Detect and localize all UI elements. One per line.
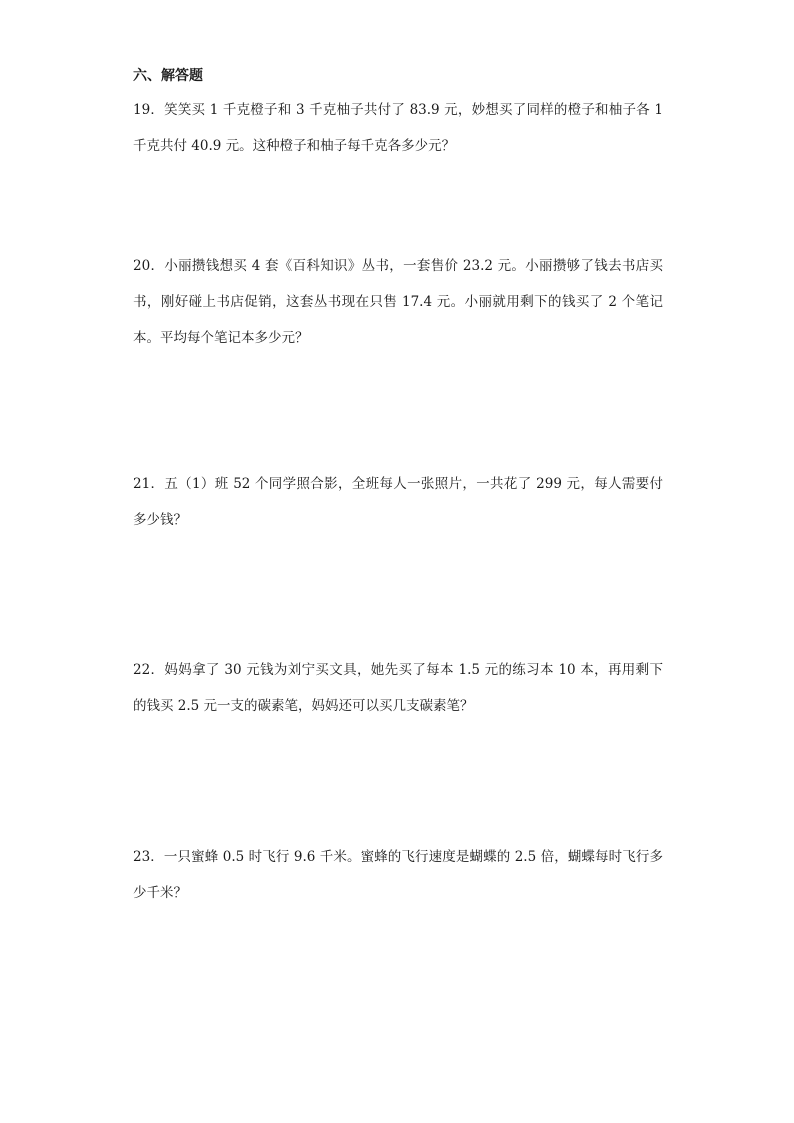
question-20: [133, 248, 663, 356]
question-21: [133, 466, 663, 538]
question-number: 19．: [133, 102, 165, 118]
question-text: 五（1）班 52 个同学照合影，全班每人一张照片，一共花了 299 元，每人需要付多少钱？: [133, 476, 663, 528]
section-title: 六、解答题: [133, 68, 203, 84]
question-text: 妈妈拿了 30 元钱为刘宁买文具，她先买了每本 1.5 元的练习本 10 本，再用剩下的钱买 2.5 元一支的碳素笔，妈妈还可以买几支碳素笔？: [133, 662, 663, 714]
question-23: [133, 839, 663, 911]
question-number: 22．: [133, 662, 165, 678]
question-number: 21．: [133, 476, 165, 492]
question-text: 一只蜜蜂 0.5 时飞行 9.6 千米。蜜蜂的飞行速度是蝴蝶的 2.5 倍，蝴蝶每时飞行多少千米？: [133, 849, 663, 901]
question-22: [133, 652, 663, 724]
question-number: 23．: [133, 849, 164, 865]
question-number: 20．: [133, 258, 165, 274]
question-text: 小丽攒钱想买 4 套《百科知识》丛书，一套售价 23.2 元。小丽攒够了钱去书店买书，刚好碰上书店促销，这套丛书现在只售 17.4 元。小丽就用剩下的钱买了 2 个笔记本。平均每个笔记本多少元？: [133, 258, 664, 346]
question-text: 笑笑买 1 千克橙子和 3 千克柚子共付了 83.9 元，妙想买了同样的橙子和柚子各 1 千克共付 40.9 元。这种橙子和柚子每千克各多少元？: [133, 102, 663, 154]
question-19: [133, 92, 663, 164]
